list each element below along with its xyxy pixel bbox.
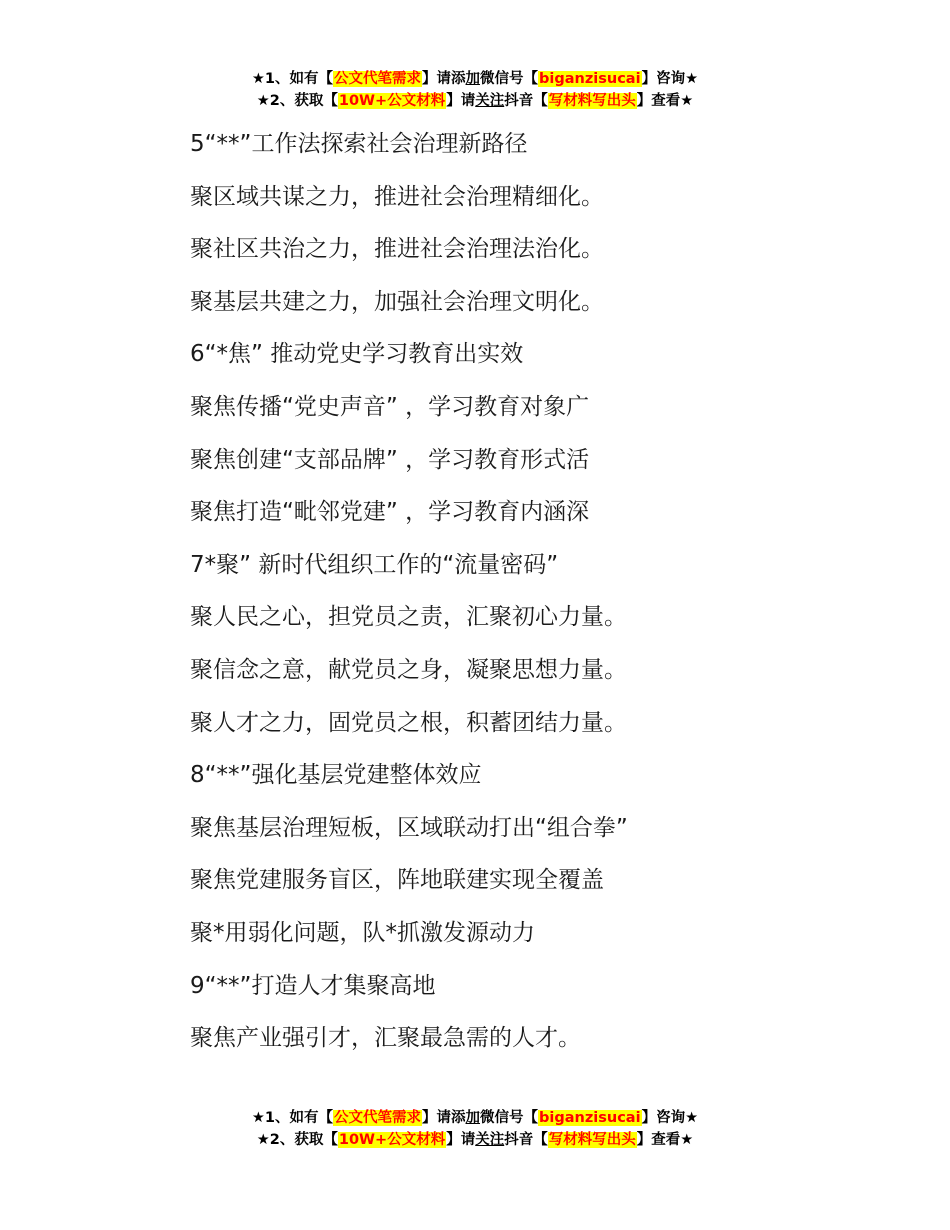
highlight-wechat-id: biganzisucai — [539, 71, 641, 87]
paragraph: 聚焦党建服务盲区，阵地联建实现全覆盖 — [190, 867, 604, 894]
heading-8: 8“**”强化基层党建整体效应 — [190, 762, 482, 789]
highlight-materials: 10W+公文材料 — [338, 1132, 446, 1148]
paragraph: 聚焦产业强引才，汇聚最急需的人才。 — [190, 1025, 581, 1052]
paragraph: 聚焦创建“支部品牌” ，学习教育形式活 — [190, 446, 590, 473]
paragraph: 聚区域共谋之力，推进社会治理精细化。 — [190, 183, 604, 210]
paragraph: 聚人民之心，担党员之责，汇聚初心力量。 — [190, 604, 627, 631]
heading-7: 7*聚” 新时代组织工作的“流量密码” — [190, 551, 559, 578]
highlight-materials: 10W+公文材料 — [338, 93, 446, 109]
paragraph: 聚*用弱化问题，队*抓激发源动力 — [190, 919, 535, 946]
paragraph: 聚信念之意，献党员之身，凝聚思想力量。 — [190, 656, 627, 683]
document-body — [190, 118, 910, 1065]
paragraph: 聚基层共建之力，加强社会治理文明化。 — [190, 288, 604, 315]
banner-line-1: ★1、如有【公文代笔需求】请添加微信号【biganzisucai】咨询★ — [251, 1110, 699, 1126]
header-banner — [0, 68, 950, 112]
highlight-douyin: 写材料写出头 — [548, 93, 636, 109]
banner-line-2: ★2、获取【10W+公文材料】请关注抖音【写材料写出头】查看★ — [256, 93, 694, 109]
footer-banner — [0, 1107, 950, 1151]
highlight-wechat-id: biganzisucai — [539, 1110, 641, 1126]
banner-line-2: ★2、获取【10W+公文材料】请关注抖音【写材料写出头】查看★ — [256, 1132, 694, 1148]
paragraph: 聚人才之力，固党员之根，积蓄团结力量。 — [190, 709, 627, 736]
paragraph: 聚焦基层治理短板，区域联动打出“组合拳” — [190, 814, 628, 841]
heading-5: 5“**”工作法探索社会治理新路径 — [190, 131, 528, 157]
highlight-douyin: 写材料写出头 — [548, 1132, 636, 1148]
paragraph: 聚焦传播“党史声音” ，学习教育对象广 — [190, 393, 590, 420]
banner-line-1: ★1、如有【公文代笔需求】请添加微信号【biganzisucai】咨询★ — [251, 71, 699, 87]
highlight-ghostwriting: 公文代笔需求 — [334, 1110, 422, 1126]
heading-9: 9“**”打造人才集聚高地 — [190, 972, 436, 999]
paragraph: 聚焦打造“毗邻党建” ，学习教育内涵深 — [190, 499, 590, 526]
paragraph: 聚社区共治之力，推进社会治理法治化。 — [190, 236, 604, 263]
highlight-ghostwriting: 公文代笔需求 — [334, 71, 422, 87]
heading-6: 6“*焦” 推动党史学习教育出实效 — [190, 341, 524, 368]
